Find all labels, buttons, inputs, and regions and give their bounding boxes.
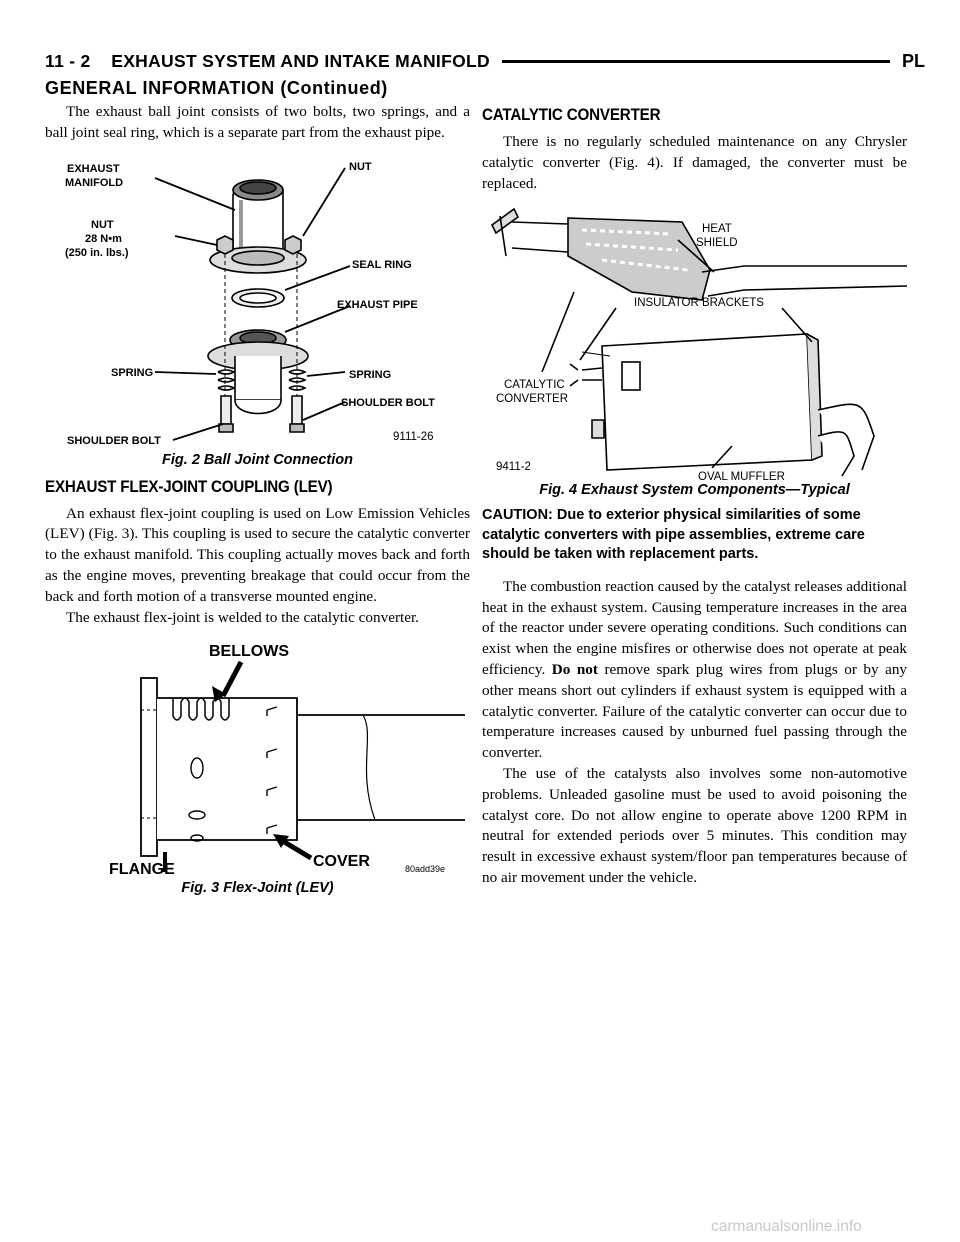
svg-text:MANIFOLD: MANIFOLD [65, 176, 124, 189]
label-bellows: BELLOWS [209, 643, 289, 661]
section-title: GENERAL INFORMATION (Continued) [45, 78, 388, 98]
label-spring-left: SPRING [111, 366, 154, 379]
label-exhaust-pipe: EXHAUST PIPE [337, 298, 418, 311]
heading-catalytic-converter: CATALYTIC CONVERTER [482, 106, 661, 124]
label-insulator-brackets: INSULATOR BRACKETS [634, 297, 764, 310]
label-spring-right: SPRING [349, 368, 392, 381]
svg-text:28 N•m: 28 N•m [85, 232, 122, 245]
do-not-emphasis: Do not [551, 661, 598, 679]
left-column [45, 102, 470, 896]
figure-3-code: 80add39e [405, 864, 446, 875]
label-catalytic-converter: CATALYTIC [504, 379, 565, 392]
catalysts-paragraph: The use of the catalysts also involves some non-automotive problems. Unleaded gasoline must be used to avoid poisoning the catalyst core. Do not allow engine to operate above 1200 RPM in neutral for extended periods over 5 minutes. This condition may result in excessive exhaust system/floor pan temperatures because of no air movement under the vehicle. [482, 765, 907, 887]
flex-paragraph-2: The exhaust flex-joint is welded to the catalytic converter. [66, 608, 419, 626]
combustion-paragraph: The combustion reaction caused by the catalyst releases additional heat in the exhaust system. Causing temperature increases in the area of the reactor under severe operating conditions. Such conditions can exist when the engine misfires or otherwise does not operate at peak efficiency. Do not remove spark plug wires from plugs or by any other means short out cylinders if exhaust system is equipped with a catalytic converter. Failure of the catalytic converter can occur due to temperature increases caused by unburned fuel passing through the converter. [482, 577, 908, 762]
svg-text:CONVERTER: CONVERTER [496, 393, 568, 406]
figure-3-caption: Fig. 3 Flex-Joint (LEV) [181, 880, 334, 897]
flex-paragraph-1: An exhaust flex-joint coupling is used on Low Emission Vehicles (LEV) (Fig. 3). This coupling is used to secure the catalytic converter to the exhaust manifold. This coupling actually moves back and forth as the engine moves, preventing breakage that could occur from the back and forth motion of a transverse mounted engine. [45, 504, 470, 605]
header-rule [502, 60, 890, 63]
label-cover: COVER [313, 853, 370, 871]
label-oval-muffler: OVAL MUFFLER [698, 471, 785, 481]
label-shoulder-bolt-left: SHOULDER BOLT [67, 434, 161, 447]
label-nut-top: NUT [349, 160, 372, 173]
label-nut-torque: NUT [91, 218, 114, 231]
figure-4-caption: Fig. 4 Exhaust System Components—Typical [539, 482, 850, 499]
right-column [482, 102, 907, 889]
label-seal-ring: SEAL RING [352, 258, 412, 271]
figure-2-ball-joint [45, 150, 470, 468]
label-flange: FLANGE [109, 861, 175, 879]
header-title: 11 - 2 EXHAUST SYSTEM AND INTAKE MANIFOLD [45, 50, 490, 71]
watermark-logo: carmanualsonline.info [711, 1218, 862, 1235]
figure-3-flex-joint [45, 640, 470, 896]
catalytic-paragraph: There is no regularly scheduled maintenance on any Chrysler catalytic converter (Fig. 4). If damaged, the converter must be replaced. [482, 133, 907, 192]
figure-4-code: 9411-2 [496, 461, 531, 474]
label-exhaust-manifold: EXHAUST [67, 162, 120, 175]
svg-text:(250 in. lbs.): (250 in. lbs.) [65, 246, 129, 259]
figure-2-code: 9111-26 [393, 430, 434, 443]
page-header [45, 46, 925, 76]
label-shoulder-bolt-right: SHOULDER BOLT [341, 396, 435, 409]
exhaust-system-diagram [482, 200, 907, 480]
ball-joint-paragraph: The exhaust ball joint consists of two bolts, two springs, and a ball joint seal ring, which is a separate part from the exhaust pipe. [45, 103, 470, 141]
header-code: PL [901, 50, 925, 71]
ball-joint-diagram [45, 150, 470, 450]
figure-4-exhaust-system [482, 200, 907, 498]
caution-notice: CAUTION: Due to exterior physical similarities of some catalytic converters with pipe assemblies, extreme care should be taken with replacement parts. [482, 507, 865, 563]
svg-text:SHIELD: SHIELD [696, 237, 738, 250]
figure-2-caption: Fig. 2 Ball Joint Connection [162, 451, 353, 468]
heading-flex-joint: EXHAUST FLEX-JOINT COUPLING (LEV) [45, 477, 333, 496]
flex-joint-diagram [45, 640, 470, 878]
label-heat-shield: HEAT [702, 223, 732, 236]
